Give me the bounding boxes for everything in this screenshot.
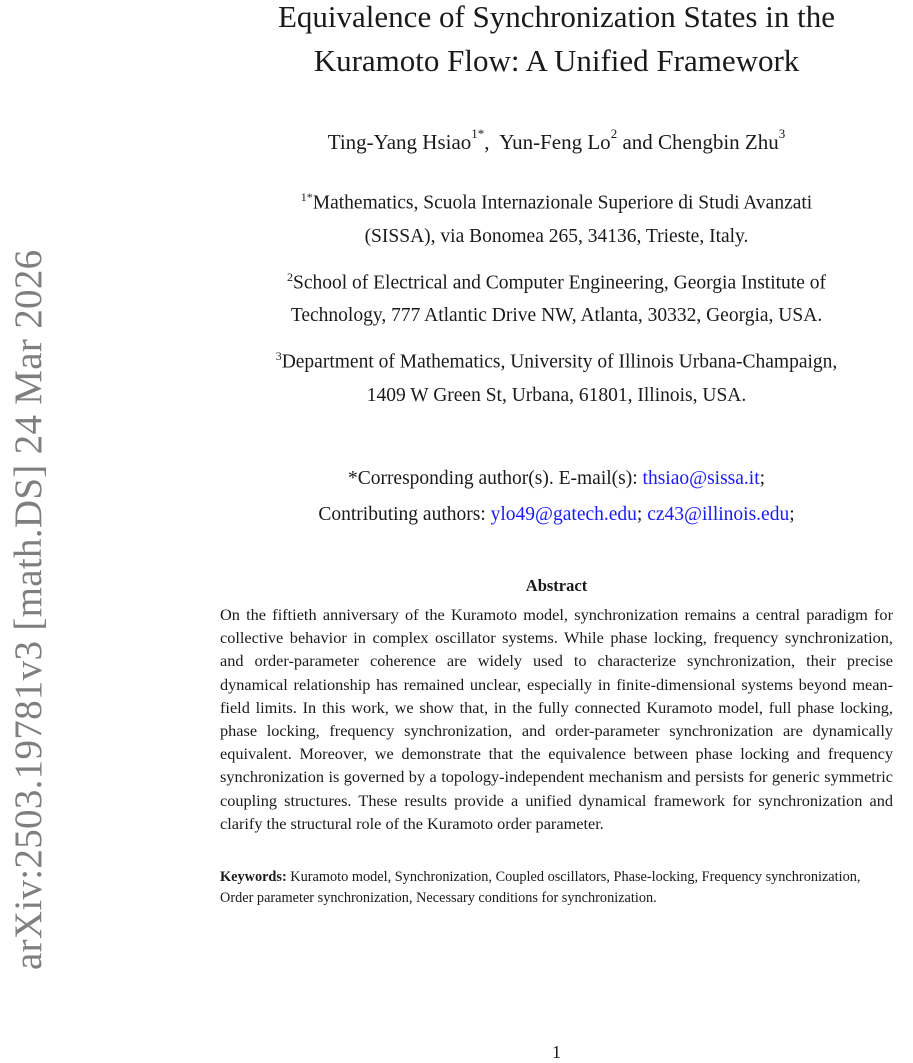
title-line-1: Equivalence of Synchronization States in the — [278, 0, 835, 34]
contributing-authors — [200, 504, 913, 526]
keywords-text: Kuramoto model, Synchronization, Coupled oscillators, Phase-locking, Frequency synchronization, Order parameter synchronization, Necessary conditions for synchronization. — [220, 869, 865, 906]
keywords-label: Keywords: — [220, 869, 287, 886]
affiliation-line: Department of Mathematics, University of Illinois Urbana-Champaign, — [281, 351, 838, 373]
affiliation-1 — [200, 181, 913, 253]
affiliation-mark: 2 — [286, 269, 293, 284]
author-name: Yun-Feng Lo — [499, 130, 611, 154]
author-separator: and — [617, 130, 659, 154]
corresponding-suffix: ; — [759, 467, 766, 489]
author-separator: , — [484, 130, 500, 154]
front-matter — [200, 0, 913, 526]
title-line-2: Kuramoto Flow: A Unified Framework — [313, 43, 800, 78]
contributing-prefix: Contributing authors: — [318, 503, 491, 525]
author-list — [200, 126, 913, 155]
corresponding-prefix: *Corresponding author(s). E-mail(s): — [347, 467, 643, 489]
keywords — [220, 867, 893, 908]
page-number: 1 — [552, 1042, 561, 1062]
author-mark: 2 — [610, 126, 618, 141]
affiliation-line: (SISSA), via Bonomea 265, 34136, Trieste, Italy. — [364, 225, 749, 247]
abstract-section — [220, 576, 893, 908]
author-mark: 1* — [471, 126, 485, 141]
abstract-text: On the fiftieth anniversary of the Kuramoto model, synchronization remains a central paradigm for collective behavior in complex oscillator systems. While phase locking, frequency synchronization, and order-parameter coherence are widely used to characterize synchronization, their precise dynamical relationship has remained unclear, especially in finite-dimensional systems beyond mean-field limits. In this work, we show that, in the fully connected Kuramoto model, full phase locking, phase locking, frequency synchronization, and order-parameter synchronization are dynamically equivalent. Moreover, we demonstrate that the equivalence between phase locking and frequency synchronization is governed by a topology-independent mechanism and persists for generic symmetric coupling structures. These results provide a unified dynamical framework for synchronization and clarify the structural role of the Kuramoto order parameter. — [220, 605, 893, 833]
corresponding-email-link[interactable]: thsiao@sissa.it — [642, 467, 760, 489]
affiliation-2 — [200, 261, 913, 333]
author-mark: 3 — [778, 126, 786, 141]
contributing-email-link-1[interactable]: ylo49@gatech.edu — [490, 503, 637, 525]
affiliation-line: Technology, 777 Atlantic Drive NW, Atlanta, 30332, Georgia, USA. — [290, 305, 823, 326]
affiliation-line: Mathematics, Scuola Internazionale Superiore di Studi Avanzati — [312, 192, 813, 214]
corresponding-author — [200, 468, 913, 490]
contributing-suffix: ; — [789, 503, 795, 525]
paper-title — [200, 0, 913, 83]
contributing-separator: ; — [636, 503, 648, 525]
arxiv-stamp: arXiv:2503.19781v3 [math.DS] 24 Mar 2026 — [7, 249, 50, 970]
abstract-heading: Abstract — [525, 576, 588, 595]
author-name: Ting-Yang Hsiao — [327, 130, 472, 154]
affiliation-mark: 1* — [300, 190, 313, 204]
author-name: Chengbin Zhu — [658, 130, 779, 154]
contributing-email-link-2[interactable]: cz43@illinois.edu — [647, 503, 790, 525]
affiliation-line: 1409 W Green St, Urbana, 61801, Illinois, USA. — [366, 384, 747, 406]
affiliation-3 — [200, 340, 913, 412]
affiliation-line: School of Electrical and Computer Engineering, Georgia Institute of — [292, 272, 827, 293]
affiliation-mark: 3 — [275, 349, 282, 363]
